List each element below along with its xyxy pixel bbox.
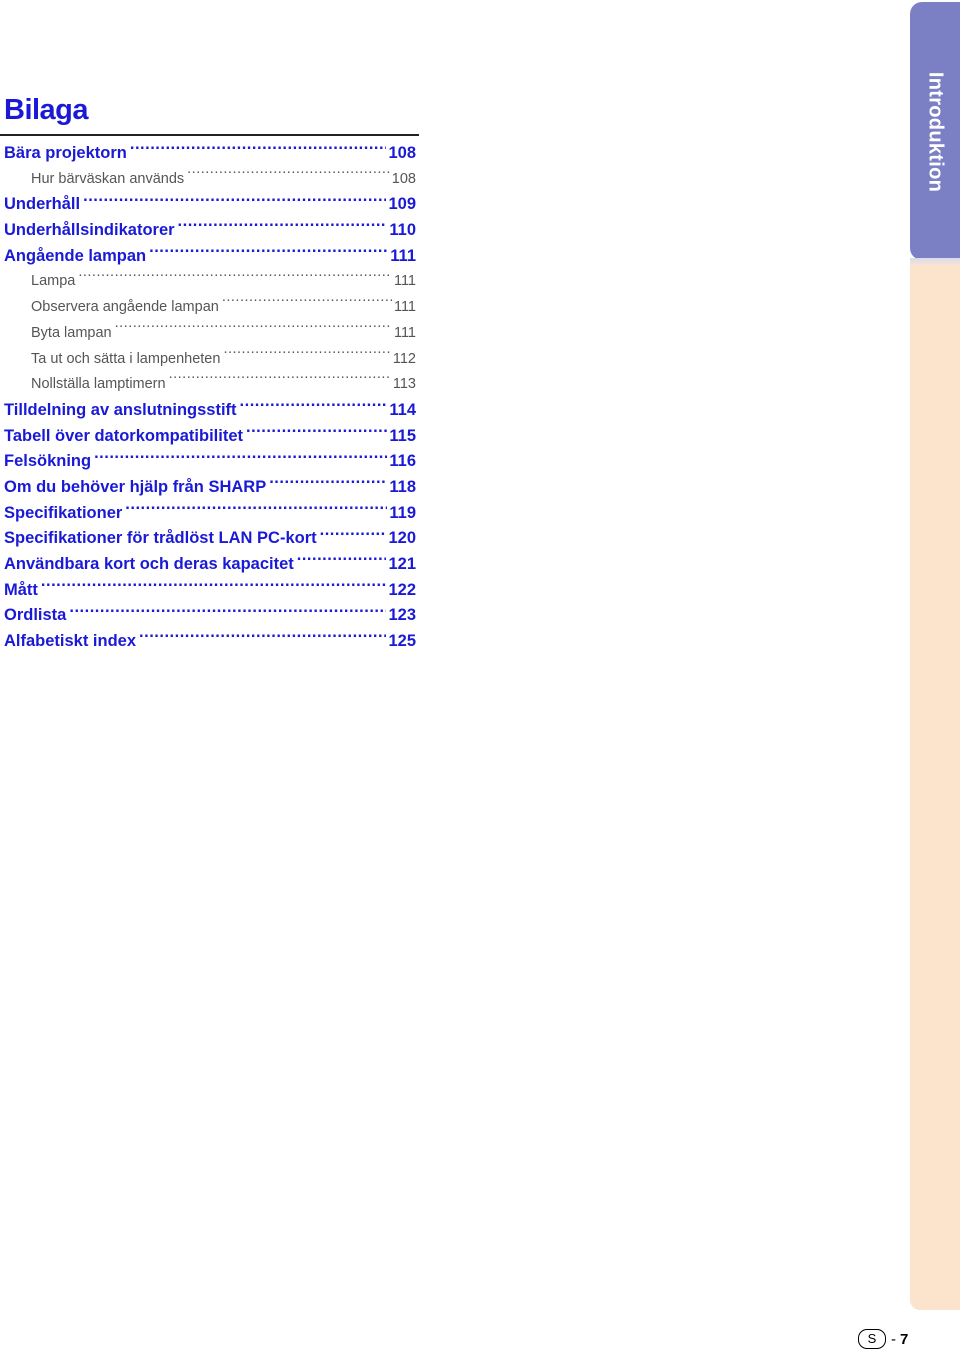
toc-entry-label: Angående lampan (4, 246, 147, 265)
toc-entry-label: Bära projektorn (4, 144, 127, 162)
toc-entry[interactable] (0, 603, 418, 629)
toc-dot-leader (149, 244, 388, 261)
toc-dot-leader (169, 374, 391, 389)
toc-dot-leader (139, 630, 386, 647)
toc-subentry[interactable] (0, 295, 418, 321)
toc-entry-page: 123 (388, 606, 416, 625)
page-title: Bilaga (4, 94, 89, 126)
toc-entry-page: 120 (388, 529, 416, 548)
language-badge: S (858, 1329, 886, 1349)
toc-subentry[interactable] (0, 321, 418, 347)
toc-entry-page: 111 (393, 273, 416, 290)
page-footer (858, 1329, 908, 1349)
toc-entry-page: 111 (393, 299, 416, 316)
toc-dot-leader (178, 219, 388, 236)
toc-entry-label: Nollställa lamptimern (31, 376, 166, 393)
toc-entry-label: Mått (4, 580, 38, 599)
toc-subentry[interactable] (0, 372, 418, 398)
toc-entry[interactable] (0, 552, 418, 578)
toc-entry-label: Byta lampan (31, 324, 112, 341)
toc-entry[interactable] (0, 192, 418, 218)
toc-entry-page: 121 (388, 555, 416, 573)
toc-entry[interactable] (0, 449, 418, 475)
toc-entry-page: 111 (390, 246, 416, 265)
toc-entry-label: Underhåll (4, 195, 81, 214)
toc-subentry[interactable] (0, 269, 418, 295)
toc-entry[interactable] (0, 141, 418, 167)
toc-entry[interactable] (0, 218, 418, 244)
table-of-contents (0, 141, 418, 655)
toc-entry-page: 116 (389, 452, 416, 471)
toc-entry-label: Lampa (31, 273, 76, 290)
toc-entry[interactable] (0, 398, 418, 424)
toc-entry-label: Ta ut och sätta i lampenheten (31, 350, 221, 367)
toc-entry-label: Specifikationer för trådlöst LAN PC-kort (4, 529, 317, 548)
toc-entry-label: Ordlista (4, 606, 67, 625)
toc-subentry[interactable] (0, 167, 418, 193)
toc-dot-leader (69, 604, 386, 621)
side-tab-label: Introduktion (924, 71, 947, 193)
toc-entry-page: 118 (389, 477, 416, 496)
toc-entry[interactable] (0, 475, 418, 501)
toc-entry-page: 115 (389, 426, 416, 445)
toc-dot-leader (297, 553, 387, 570)
toc-dot-leader (246, 424, 387, 441)
toc-entry-label: Om du behöver hjälp från SHARP (4, 477, 267, 496)
toc-dot-leader (125, 501, 387, 518)
toc-dot-leader (222, 297, 392, 312)
toc-entry[interactable] (0, 501, 418, 527)
toc-entry-label: Hur bärväskan används (31, 170, 185, 187)
side-band (910, 266, 960, 1310)
toc-entry-page: 125 (388, 632, 416, 651)
title-divider (0, 134, 419, 136)
toc-entry-page: 119 (389, 503, 416, 522)
toc-entry-label: Användbara kort och deras kapacitet (4, 555, 294, 573)
toc-dot-leader (223, 348, 390, 363)
toc-entry[interactable] (0, 526, 418, 552)
toc-entry-page: 108 (388, 144, 416, 162)
toc-entry[interactable] (0, 629, 418, 655)
toc-dot-leader (78, 271, 392, 286)
toc-dot-leader (94, 450, 387, 467)
toc-entry-label: Observera angående lampan (31, 299, 219, 316)
toc-entry-page: 110 (389, 221, 416, 240)
toc-entry-page: 114 (389, 400, 416, 419)
toc-dot-leader (115, 322, 392, 337)
toc-entry[interactable] (0, 578, 418, 604)
toc-subentry[interactable] (0, 347, 418, 373)
toc-dot-leader (240, 398, 388, 415)
toc-dot-leader (41, 578, 387, 595)
toc-entry-page: 109 (388, 195, 416, 214)
page-number: 7 (900, 1330, 909, 1348)
toc-entry-label: Underhållsindikatorer (4, 221, 175, 240)
toc-dot-leader (83, 193, 386, 210)
toc-entry-label: Tabell över datorkompatibilitet (4, 426, 243, 445)
page-number-dash: - (891, 1330, 896, 1348)
toc-entry-label: Tilldelning av anslutningsstift (4, 400, 237, 419)
toc-entry-label: Felsökning (4, 452, 92, 471)
toc-dot-leader (269, 475, 387, 492)
toc-entry-label: Specifikationer (4, 503, 123, 522)
toc-entry-page: 122 (388, 580, 416, 599)
toc-entry[interactable] (0, 244, 418, 270)
toc-entry-page: 108 (391, 170, 416, 187)
toc-entry-label: Alfabetiskt index (4, 632, 137, 651)
toc-entry-page: 113 (392, 376, 416, 393)
toc-entry[interactable] (0, 424, 418, 450)
side-tab-shadow (910, 258, 960, 266)
toc-dot-leader (130, 142, 387, 159)
toc-dot-leader (320, 527, 387, 544)
toc-entry-page: 111 (393, 324, 416, 341)
toc-dot-leader (187, 168, 390, 183)
toc-entry-page: 112 (392, 350, 416, 367)
